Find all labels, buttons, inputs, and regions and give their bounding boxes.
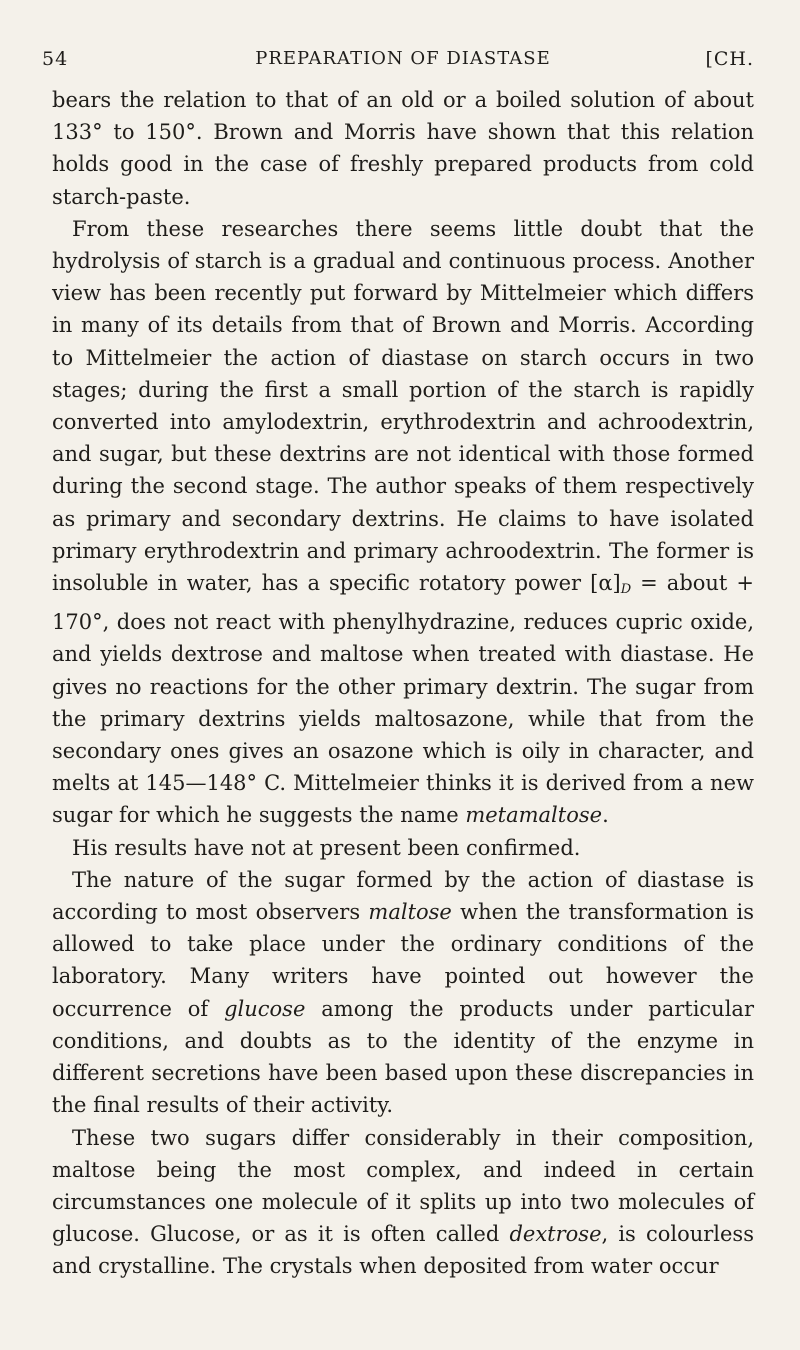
text-run: bears the relation to that of an old or a boiled solution of about 133° to 150°. Brown and Morris have shown that this relation holds good in the case of freshly prepared products from cold starch-paste. — [52, 88, 754, 209]
paragraph-continued — [52, 84, 754, 213]
italic-term: metamaltose — [465, 803, 603, 828]
paragraph — [52, 213, 754, 832]
text-run: . — [602, 803, 609, 828]
italic-term: maltose — [368, 900, 452, 925]
body-text — [52, 84, 754, 1283]
text-run: The nature of the sugar formed by the action of diastase is according to most observers — [52, 867, 754, 925]
text-run: From these researches there seems little doubt that the hydrolysis of starch is a gradual and continuous process. Another view has been recently put forward by Mittelmeier which differs in many of its details from that of Brown and Morris. According to Mittelmeier the action of diastase on starch occurs in two stages; during the first a small portion of the starch is rapidly converted into amylodextrin, erythrodextrin and achroodextrin, and sugar, but these dextrins are not identical with those formed during the second stage. The author speaks of them respectively as primary and secondary dextrins. He claims to have isolated primary erythrodextrin and primary achroodextrin. The former is insoluble in water, has a specific rotatory power [α] — [52, 216, 754, 596]
running-title: PREPARATION OF DIASTASE — [255, 48, 551, 69]
text-run: among the products under particular conditions, and doubts as to the identity of the enzyme in different secretions have been based upon these discrepancies in the final results of their activity. — [52, 996, 754, 1118]
italic-term: dextrose — [509, 1222, 602, 1247]
paragraph — [52, 1122, 754, 1283]
text-run: = about + 170°, does not react with phenylhydrazine, reduces cupric oxide, and yields dextrose and maltose when treated with diastase. He gives no reactions for the other primary dextrin. The sugar from the primary dextrins yields maltosazone, while that from the secondary ones gives an osazone which is oily in character, and melts at 145—148° C. Mittelmeier thinks it is derived from a new sugar for which he suggests the name — [52, 571, 754, 828]
subscript-d: D — [620, 582, 632, 598]
paragraph — [52, 832, 754, 864]
text-run: These two sugars differ considerably in their composition, maltose being the most complex, and indeed in certain circumstances one molecule of it splits up into two molecules of glucose. Glucose, or as it is often called — [52, 1125, 754, 1247]
chapter-marker: [CH. — [705, 48, 754, 70]
paragraph — [52, 864, 754, 1122]
text-run: , is colourless and crystalline. The crystals when deposited from water occur — [52, 1222, 754, 1279]
page-number: 54 — [42, 48, 69, 70]
text-run: His results have not at present been confirmed. — [72, 835, 581, 860]
running-header — [42, 34, 754, 74]
italic-term: glucose — [224, 996, 306, 1021]
text-run: when the transformation is allowed to take place under the ordinary conditions of the laboratory. Many writers have pointed out however the occurrence of — [52, 900, 754, 1021]
